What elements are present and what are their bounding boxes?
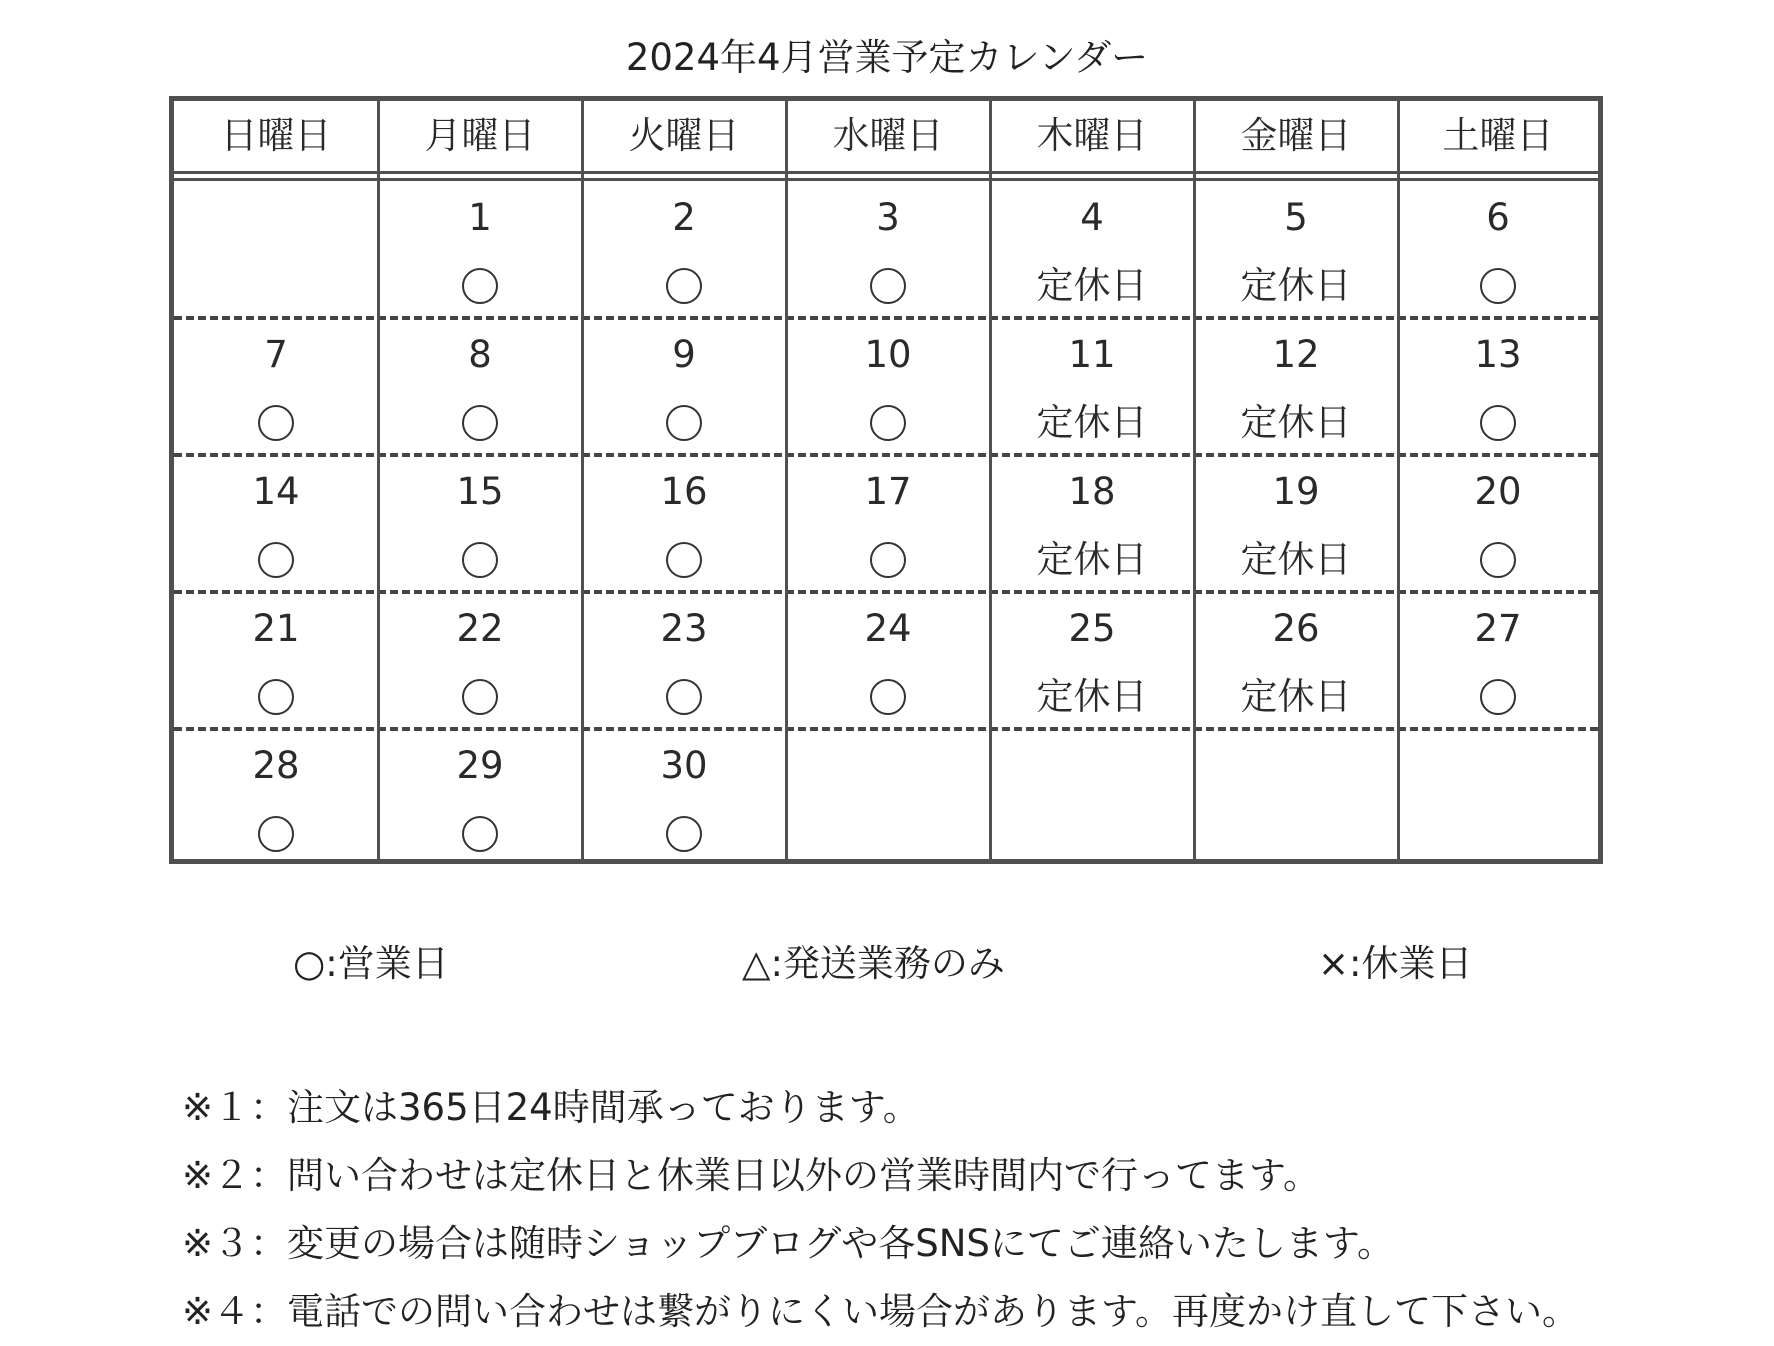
week-row: [174, 181, 1598, 318]
day-status: [582, 394, 786, 452]
day-status: [582, 257, 786, 315]
day-status: [1398, 394, 1598, 452]
day-cell: [1194, 592, 1398, 729]
business-day-circle-icon: [1480, 405, 1516, 441]
day-status: 定休日: [1240, 538, 1352, 581]
day-number: 6: [1486, 196, 1510, 239]
business-day-circle-icon: [1480, 542, 1516, 578]
day-cell: [1194, 455, 1398, 592]
note-item: ※３：変更の場合は随時ショップブログや各SNSにてご連絡いたします。: [182, 1222, 1394, 1265]
day-number: 25: [1068, 607, 1116, 650]
day-cell: [990, 318, 1194, 455]
week-row: [174, 318, 1598, 455]
day-cell: [378, 181, 582, 318]
business-day-circle-icon: [462, 816, 498, 852]
business-day-circle-icon: [462, 405, 498, 441]
day-number: 4: [1080, 196, 1104, 239]
legend-business-day: ○:営業日: [293, 942, 449, 985]
day-cell: [582, 592, 786, 729]
day-number: 8: [468, 333, 492, 376]
day-number: 19: [1272, 470, 1320, 513]
business-day-circle-icon: [258, 816, 294, 852]
column-divider: [377, 101, 380, 859]
column-divider: [581, 101, 584, 859]
day-status: [786, 531, 990, 589]
day-number: 20: [1474, 470, 1522, 513]
notes-list: [182, 1074, 1762, 1346]
week-row: [174, 592, 1598, 729]
column-divider: [1397, 101, 1400, 859]
business-day-circle-icon: [666, 679, 702, 715]
day-number: 11: [1068, 333, 1116, 376]
day-number: 23: [660, 607, 708, 650]
day-cell: [1194, 729, 1398, 866]
day-status: [174, 805, 378, 863]
day-status: 定休日: [1036, 401, 1148, 444]
day-status: [174, 531, 378, 589]
day-number: 5: [1284, 196, 1308, 239]
day-status: [1194, 805, 1398, 863]
day-status: [582, 805, 786, 863]
day-cell: [786, 455, 990, 592]
business-day-circle-icon: [462, 679, 498, 715]
day-cell: [1398, 318, 1598, 455]
business-day-circle-icon: [258, 405, 294, 441]
day-cell: [174, 455, 378, 592]
column-divider: [785, 101, 788, 859]
day-cell: [786, 592, 990, 729]
day-number: 1: [468, 196, 492, 239]
column-divider: [1193, 101, 1196, 859]
calendar-title: 2024年4月営業予定カレンダー: [625, 36, 1149, 79]
day-status: [378, 394, 582, 452]
day-cell: [378, 592, 582, 729]
day-number: 26: [1272, 607, 1320, 650]
day-status: [786, 394, 990, 452]
day-number: 3: [876, 196, 900, 239]
day-status: 定休日: [1240, 675, 1352, 718]
business-day-circle-icon: [462, 268, 498, 304]
business-day-circle-icon: [666, 268, 702, 304]
weekday-sunday: 日曜日: [220, 114, 332, 157]
business-calendar: [169, 96, 1603, 864]
day-cell: [582, 318, 786, 455]
day-status: [174, 668, 378, 726]
note-item: ※４：電話での問い合わせは繋がりにくい場合があります。再度かけ直して下さい。: [182, 1290, 1580, 1333]
weekday-friday: 金曜日: [1240, 114, 1352, 157]
day-status: [1398, 668, 1598, 726]
day-number: 30: [660, 744, 708, 787]
note-item: ※１：注文は365日24時間承っております。: [182, 1086, 920, 1129]
day-status: 定休日: [1036, 675, 1148, 718]
weekday-thursday: 木曜日: [1036, 114, 1148, 157]
day-status: [378, 257, 582, 315]
day-number: 18: [1068, 470, 1116, 513]
day-cell: [174, 592, 378, 729]
business-day-circle-icon: [870, 268, 906, 304]
day-status: [990, 805, 1194, 863]
day-cell: [990, 455, 1194, 592]
day-status: [174, 257, 378, 315]
day-number: 29: [456, 744, 504, 787]
day-cell: [1398, 592, 1598, 729]
day-cell: [990, 592, 1194, 729]
day-cell: [786, 729, 990, 866]
day-cell: [582, 729, 786, 866]
day-number: [786, 737, 990, 795]
business-day-circle-icon: [1480, 679, 1516, 715]
day-cell: [1194, 318, 1398, 455]
day-number: 13: [1474, 333, 1522, 376]
day-cell: [1194, 181, 1398, 318]
day-status: [378, 805, 582, 863]
day-status: [786, 668, 990, 726]
business-day-circle-icon: [870, 542, 906, 578]
day-cell: [582, 181, 786, 318]
day-status: 定休日: [1240, 264, 1352, 307]
legend-holiday: ×:休業日: [1318, 942, 1473, 985]
day-cell: [1398, 455, 1598, 592]
weekday-wednesday: 水曜日: [832, 114, 944, 157]
day-status: [786, 805, 990, 863]
day-number: 2: [672, 196, 696, 239]
day-status: [582, 668, 786, 726]
day-number: [1398, 737, 1598, 795]
weekday-saturday: 土曜日: [1442, 114, 1554, 157]
day-cell: [378, 729, 582, 866]
day-number: 27: [1474, 607, 1522, 650]
day-cell: [1398, 729, 1598, 866]
day-status: 定休日: [1036, 264, 1148, 307]
day-number: 16: [660, 470, 708, 513]
business-day-circle-icon: [666, 405, 702, 441]
day-number: [1194, 737, 1398, 795]
day-cell: [786, 181, 990, 318]
week-row: [174, 729, 1598, 866]
note-item: ※２：問い合わせは定休日と休業日以外の営業時間内で行ってます。: [182, 1154, 1321, 1197]
day-cell: [174, 729, 378, 866]
header-divider-top: [174, 171, 1598, 174]
day-status: [174, 394, 378, 452]
day-number: 21: [252, 607, 300, 650]
weekday-header-row: [174, 101, 1598, 171]
day-number: 14: [252, 470, 300, 513]
business-day-circle-icon: [666, 816, 702, 852]
day-cell: [582, 455, 786, 592]
business-day-circle-icon: [258, 542, 294, 578]
day-number: [990, 737, 1194, 795]
day-status: 定休日: [1036, 538, 1148, 581]
day-number: [174, 189, 378, 247]
day-number: 15: [456, 470, 504, 513]
business-day-circle-icon: [462, 542, 498, 578]
day-cell: [1398, 181, 1598, 318]
legend-shipping-only: △:発送業務のみ: [742, 942, 1005, 985]
day-cell: [786, 318, 990, 455]
day-cell: [174, 318, 378, 455]
day-number: 24: [864, 607, 912, 650]
column-divider: [989, 101, 992, 859]
day-status: [378, 531, 582, 589]
business-day-circle-icon: [666, 542, 702, 578]
day-cell: [378, 318, 582, 455]
day-number: 10: [864, 333, 912, 376]
day-cell: [990, 729, 1194, 866]
day-number: 12: [1272, 333, 1320, 376]
day-number: 22: [456, 607, 504, 650]
day-cell: [378, 455, 582, 592]
day-cell: [174, 181, 378, 318]
weekday-tuesday: 火曜日: [628, 114, 740, 157]
day-status: [378, 668, 582, 726]
day-status: [1398, 531, 1598, 589]
business-day-circle-icon: [870, 405, 906, 441]
day-cell: [990, 181, 1194, 318]
week-row: [174, 455, 1598, 592]
day-status: [1398, 257, 1598, 315]
weekday-monday: 月曜日: [424, 114, 536, 157]
day-number: 9: [672, 333, 696, 376]
business-day-circle-icon: [870, 679, 906, 715]
business-day-circle-icon: [258, 679, 294, 715]
day-number: 7: [264, 333, 288, 376]
day-status: [786, 257, 990, 315]
day-status: [582, 531, 786, 589]
day-status: 定休日: [1240, 401, 1352, 444]
business-day-circle-icon: [1480, 268, 1516, 304]
day-status: [1398, 805, 1598, 863]
day-number: 17: [864, 470, 912, 513]
day-number: 28: [252, 744, 300, 787]
